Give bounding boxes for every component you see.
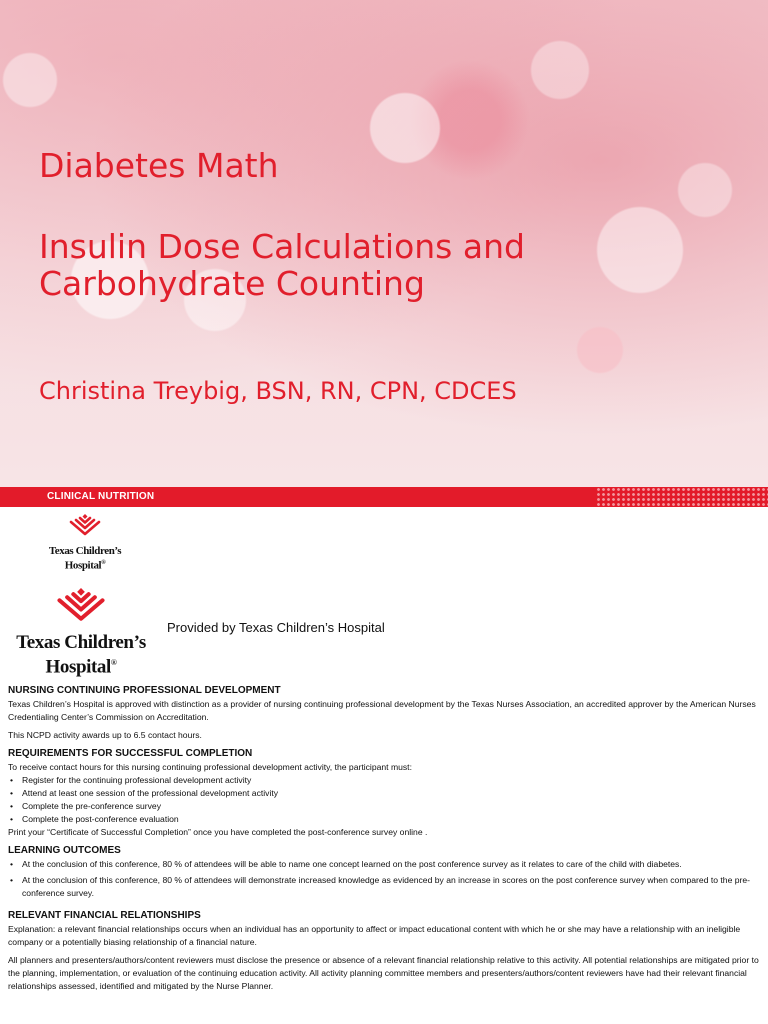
tch-star-logo-icon (68, 514, 102, 540)
provided-by-text: Provided by Texas Children’s Hospital (167, 620, 385, 635)
requirements-outro: Print your “Certificate of Successful Completion” once you have completed the post-conference survey online . (8, 827, 428, 837)
slide-title: Diabetes Math (39, 146, 279, 185)
logo-name-line1: Texas Children’s (48, 545, 122, 557)
financial-disclosure: All planners and presenters/authors/content reviewers must disclose the presence or absence of a relevant financial relationship relative to this activity. All potential relationships are mitigated prior to the planning, implementation, or evaluation of the continuing education activity. All activity planning committee members and presenters/authors/content reviewers have had their relevant financial relationships assessed, identified and mitigated by the Nurse Planner. (8, 955, 759, 991)
contact-hours-text: This NCPD activity awards up to 6.5 contact hours. (8, 730, 202, 740)
outcomes-heading: LEARNING OUTCOMES (8, 845, 121, 856)
ncpd-heading: NURSING CONTINUING PROFESSIONAL DEVELOPMENT (8, 685, 281, 696)
financial-explanation: Explanation: a relevant financial relationships occurs when an individual has an opportunity to affect or impact educational content with which he or she may have a relationship with an ineligible company or a potentially biasing relationship of a financial nature. (8, 924, 741, 947)
outcomes-list (8, 858, 763, 900)
section-band (0, 487, 768, 507)
list-item: • At the conclusion of this conference, 80 % of attendees will demonstrate increased knowledge as evidenced by an increase in scores on the post conference survey when compared to the pre-conference survey. (22, 874, 763, 900)
requirements-list (8, 774, 763, 826)
requirements-intro: To receive contact hours for this nursing continuing professional development activity, the participant must: (8, 762, 412, 772)
requirements-heading: REQUIREMENTS FOR SUCCESSFUL COMPLETION (8, 748, 253, 759)
list-item: • Attend at least one session of the professional development activity (22, 787, 763, 800)
list-item: • At the conclusion of this conference, 80 % of attendees will be able to name one concept learned on the post conference survey as it relates to care of the child with diabetes. (22, 858, 763, 871)
title-slide-background (0, 0, 768, 487)
tch-star-logo-icon (54, 588, 108, 628)
logo-name-line1: Texas Children’s (16, 632, 146, 653)
band-label: CLINICAL NUTRITION (47, 491, 155, 502)
hospital-logo-large (16, 588, 146, 677)
list-item: • Complete the pre-conference survey (22, 800, 763, 813)
logo-name-line2: Hospital® (45, 656, 117, 678)
band-dot-pattern (596, 487, 768, 507)
slide-subtitle: Insulin Dose Calculations and Carbohydrate Counting (39, 227, 525, 303)
accreditation-content (8, 680, 763, 993)
slide-author: Christina Treybig, BSN, RN, CPN, CDCES (39, 377, 517, 405)
hospital-logo-small (40, 514, 130, 572)
logo-name-line2: Hospital® (64, 559, 106, 572)
ncpd-paragraph: Texas Children’s Hospital is approved with distinction as a provider of nursing continuing professional development by the Texas Nurses Association, an accredited approver by the American Nurses Credentialing Center’s Commission on Accreditation. (8, 699, 756, 722)
financial-heading: RELEVANT FINANCIAL RELATIONSHIPS (8, 910, 201, 921)
list-item: • Complete the post-conference evaluation (22, 813, 763, 826)
list-item: • Register for the continuing professional development activity (22, 774, 763, 787)
